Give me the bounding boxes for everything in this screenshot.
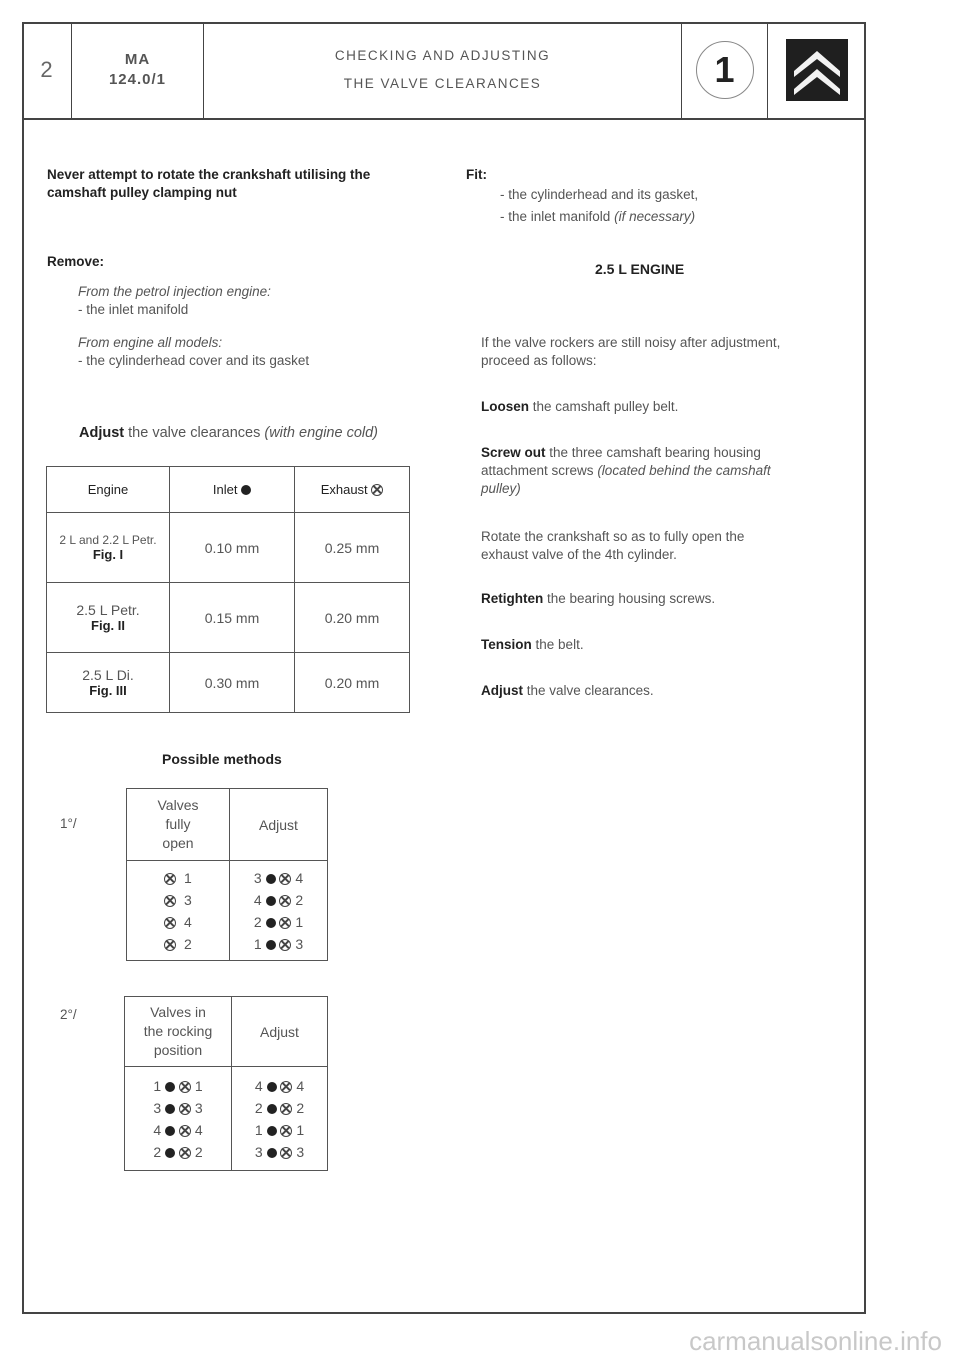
m1-col-open-l1: Valves (157, 797, 199, 813)
m2-adjust-item (233, 1097, 326, 1119)
clearance-table (46, 466, 410, 713)
m2-inlet-cyl: 4 (153, 1121, 162, 1138)
m2-rock-item (126, 1097, 230, 1119)
m1-inlet-cyl: 3 (253, 869, 262, 886)
exhaust-cross-icon (179, 1125, 191, 1137)
loosen-verb: Loosen (481, 399, 530, 414)
exhaust-cross-icon (179, 1081, 191, 1093)
adjust-verb: Adjust (79, 425, 125, 441)
m2-col-rocking-l2: the rocking (143, 1023, 213, 1039)
m2-inlet-cyl: 2 (254, 1099, 263, 1116)
m2-rock-item (126, 1075, 230, 1097)
m1-col-open (127, 789, 230, 861)
m1-open-item (128, 867, 228, 889)
all-models-heading: From engine all models: (78, 335, 223, 350)
m1-open-item (128, 911, 228, 933)
table-row (47, 653, 410, 713)
method-1-table (126, 788, 328, 961)
engine-fig: Fig. III (89, 683, 127, 698)
m2-col-rocking (125, 997, 232, 1067)
warning-line-1: Never attempt to rotate the crankshaft utilising the (47, 167, 371, 182)
exhaust-cross-icon (164, 917, 176, 929)
title-line-1: CHECKING AND ADJUSTING (334, 48, 551, 63)
engine-name: 2.5 L Petr. (76, 602, 140, 618)
tension-verb: Tension (481, 637, 532, 652)
inlet-value: 0.10 mm (170, 513, 295, 583)
m1-col-open-l3: open (162, 835, 194, 851)
exhaust-cross-icon (164, 895, 176, 907)
tension-text: the belt. (535, 637, 584, 652)
step-screw-out (481, 444, 761, 462)
header-exhaust (295, 467, 410, 513)
adjust-text: the valve clearances (128, 425, 261, 441)
exhaust-value: 0.25 mm (295, 513, 410, 583)
header-engine: Engine (47, 467, 170, 513)
method-2-table (124, 996, 328, 1171)
exhaust-cross-icon (179, 1103, 191, 1115)
exhaust-cross-icon (280, 1147, 292, 1159)
retighten-verb: Retighten (481, 591, 544, 606)
engine-name: 2.5 L Di. (82, 667, 134, 683)
screw-text-2: attachment screws (481, 463, 594, 478)
m2-exhaust-cyl: 2 (194, 1143, 203, 1160)
m2-exhaust-cyl: 1 (296, 1121, 305, 1138)
method-1-header-row (127, 789, 328, 861)
m2-exhaust-cyl: 3 (194, 1099, 203, 1116)
m2-exhaust-cyl: 4 (194, 1121, 203, 1138)
method-2-body-row (125, 1067, 328, 1171)
m2-col-rocking-l1: Valves in (150, 1004, 206, 1020)
petrol-item: - the inlet manifold (78, 302, 189, 317)
m2-exhaust-cyl: 1 (194, 1077, 203, 1094)
step-loosen (481, 398, 678, 416)
m1-open-item (128, 889, 228, 911)
methods-title: Possible methods (162, 751, 282, 767)
m1-exhaust-cyl: 4 (295, 869, 304, 886)
screw-note-2: pulley) (481, 481, 521, 496)
fit-item-2 (500, 208, 695, 226)
table-header-row (47, 467, 410, 513)
screw-text-1: the three camshaft bearing housing (549, 445, 761, 460)
exhaust-cross-icon (279, 917, 291, 929)
method-1-body-row (127, 861, 328, 961)
m2-col-rocking-l3: position (153, 1042, 203, 1058)
intro-line-2: proceed as follows: (481, 353, 597, 368)
section-number: 1 (696, 41, 754, 99)
page-number: 2 (22, 22, 72, 118)
method-1-label: 1°/ (60, 816, 77, 831)
screw-verb: Screw out (481, 445, 546, 460)
intro-line-1: If the valve rockers are still noisy after adjustment, (481, 335, 781, 350)
table-row (47, 513, 410, 583)
method-2-label: 2°/ (60, 1007, 77, 1022)
loosen-text: the camshaft pulley belt. (532, 399, 679, 414)
watermark: carmanualsonline.info (689, 1326, 942, 1356)
inlet-dot-icon (165, 1148, 175, 1158)
m1-col-adjust: Adjust (230, 789, 328, 861)
section-badge (682, 22, 768, 118)
m1-open-cyl: 4 (183, 913, 192, 930)
m1-adjust-list (230, 861, 328, 961)
engine-cell (47, 583, 170, 653)
screw-note-1: (located behind the camshaft (597, 463, 771, 478)
engine-fig: Fig. I (92, 547, 124, 562)
m2-rock-list (125, 1067, 232, 1171)
rotate-line-1: Rotate the crankshaft so as to fully open the (481, 529, 745, 544)
m1-adjust-item (231, 911, 326, 933)
fit-item-1: - the cylinderhead and its gasket, (500, 187, 699, 202)
remove-label: Remove: (47, 254, 105, 269)
m1-adjust-item (231, 889, 326, 911)
method-2-header-row (125, 997, 328, 1067)
inlet-dot-icon (267, 1082, 277, 1092)
engine-cell (47, 653, 170, 713)
m1-open-cyl: 2 (183, 935, 192, 952)
inlet-value: 0.15 mm (170, 583, 295, 653)
m1-inlet-cyl: 4 (253, 891, 262, 908)
m1-open-cyl: 1 (183, 869, 192, 886)
inlet-dot-icon (266, 918, 276, 928)
m2-inlet-cyl: 3 (153, 1099, 162, 1116)
exhaust-value: 0.20 mm (295, 583, 410, 653)
m2-col-adjust: Adjust (232, 997, 328, 1067)
exhaust-cross-icon (279, 895, 291, 907)
m2-exhaust-cyl: 2 (296, 1099, 305, 1116)
exhaust-cross-icon (179, 1147, 191, 1159)
inlet-value: 0.30 mm (170, 653, 295, 713)
exhaust-cross-icon (280, 1081, 292, 1093)
m2-exhaust-cyl: 3 (296, 1143, 305, 1160)
m1-exhaust-cyl: 2 (295, 891, 304, 908)
exhaust-cross-icon (279, 873, 291, 885)
m2-rock-item (126, 1119, 230, 1141)
title-line-2: THE VALVE CLEARANCES (343, 76, 542, 91)
m2-adjust-list (232, 1067, 328, 1171)
m2-inlet-cyl: 1 (254, 1121, 263, 1138)
exhaust-value: 0.20 mm (295, 653, 410, 713)
m1-exhaust-cyl: 3 (295, 935, 304, 952)
inlet-dot-icon (266, 896, 276, 906)
m2-adjust-item (233, 1119, 326, 1141)
page-title (204, 22, 682, 118)
exhaust-cross-icon (280, 1103, 292, 1115)
fit-item-2-note: (if necessary) (614, 209, 696, 224)
code-line-2: 124.0/1 (108, 71, 167, 88)
exhaust-cross-icon (280, 1125, 292, 1137)
engine-fig: Fig. II (91, 618, 125, 633)
chevron-logo-icon (786, 39, 848, 101)
inlet-dot-icon (267, 1148, 277, 1158)
step-adjust (481, 682, 654, 700)
exhaust-cross-icon (279, 939, 291, 951)
m1-open-item (128, 933, 228, 955)
header-inlet (170, 467, 295, 513)
rotate-line-2: exhaust valve of the 4th cylinder. (481, 547, 677, 562)
step-tension (481, 636, 584, 654)
m2-inlet-cyl: 2 (153, 1143, 162, 1160)
inlet-dot-icon (165, 1082, 175, 1092)
header-inlet-label: Inlet (212, 482, 238, 497)
inlet-dot-icon (267, 1126, 277, 1136)
m2-adjust-item (233, 1075, 326, 1097)
adjust-verb-right: Adjust (481, 683, 523, 698)
engine-heading: 2.5 L ENGINE (595, 261, 685, 277)
adjust-instruction (79, 424, 378, 442)
all-models-item: - the cylinderhead cover and its gasket (78, 353, 310, 368)
m1-inlet-cyl: 2 (253, 913, 262, 930)
fit-label: Fit: (466, 167, 487, 182)
exhaust-cross-icon (164, 939, 176, 951)
retighten-text: the bearing housing screws. (547, 591, 716, 606)
header-exhaust-label: Exhaust (320, 482, 368, 497)
m2-inlet-cyl: 3 (254, 1143, 263, 1160)
table-row (47, 583, 410, 653)
brand-logo (768, 22, 866, 118)
page-header (22, 22, 866, 120)
inlet-dot-icon (266, 940, 276, 950)
inlet-dot-icon (266, 874, 276, 884)
fit-item-2-text: - the inlet manifold (500, 209, 611, 224)
m2-rock-item (126, 1141, 230, 1163)
step-retighten (481, 590, 715, 608)
petrol-heading: From the petrol injection engine: (78, 284, 271, 299)
adjust-text-right: the valve clearances. (526, 683, 654, 698)
m1-adjust-item (231, 933, 326, 955)
exhaust-cross-icon (164, 873, 176, 885)
manual-code (72, 22, 204, 118)
inlet-dot-icon (241, 485, 251, 495)
inlet-dot-icon (267, 1104, 277, 1114)
inlet-dot-icon (165, 1126, 175, 1136)
m1-exhaust-cyl: 1 (295, 913, 304, 930)
m2-inlet-cyl: 4 (254, 1077, 263, 1094)
inlet-dot-icon (165, 1104, 175, 1114)
engine-name: 2 L and 2.2 L Petr. (59, 533, 157, 547)
m1-inlet-cyl: 1 (253, 935, 262, 952)
m1-open-list (127, 861, 230, 961)
step-screw-out-2 (481, 462, 771, 480)
m1-open-cyl: 3 (183, 891, 192, 908)
engine-cell (47, 513, 170, 583)
m1-col-open-l2: fully (165, 816, 191, 832)
m2-inlet-cyl: 1 (153, 1077, 162, 1094)
code-line-1: MA (124, 51, 151, 68)
exhaust-cross-icon (371, 484, 383, 496)
warning-line-2: camshaft pulley clamping nut (47, 185, 237, 200)
m2-adjust-item (233, 1141, 326, 1163)
m1-adjust-item (231, 867, 326, 889)
adjust-note: (with engine cold) (264, 425, 379, 441)
m2-exhaust-cyl: 4 (296, 1077, 305, 1094)
